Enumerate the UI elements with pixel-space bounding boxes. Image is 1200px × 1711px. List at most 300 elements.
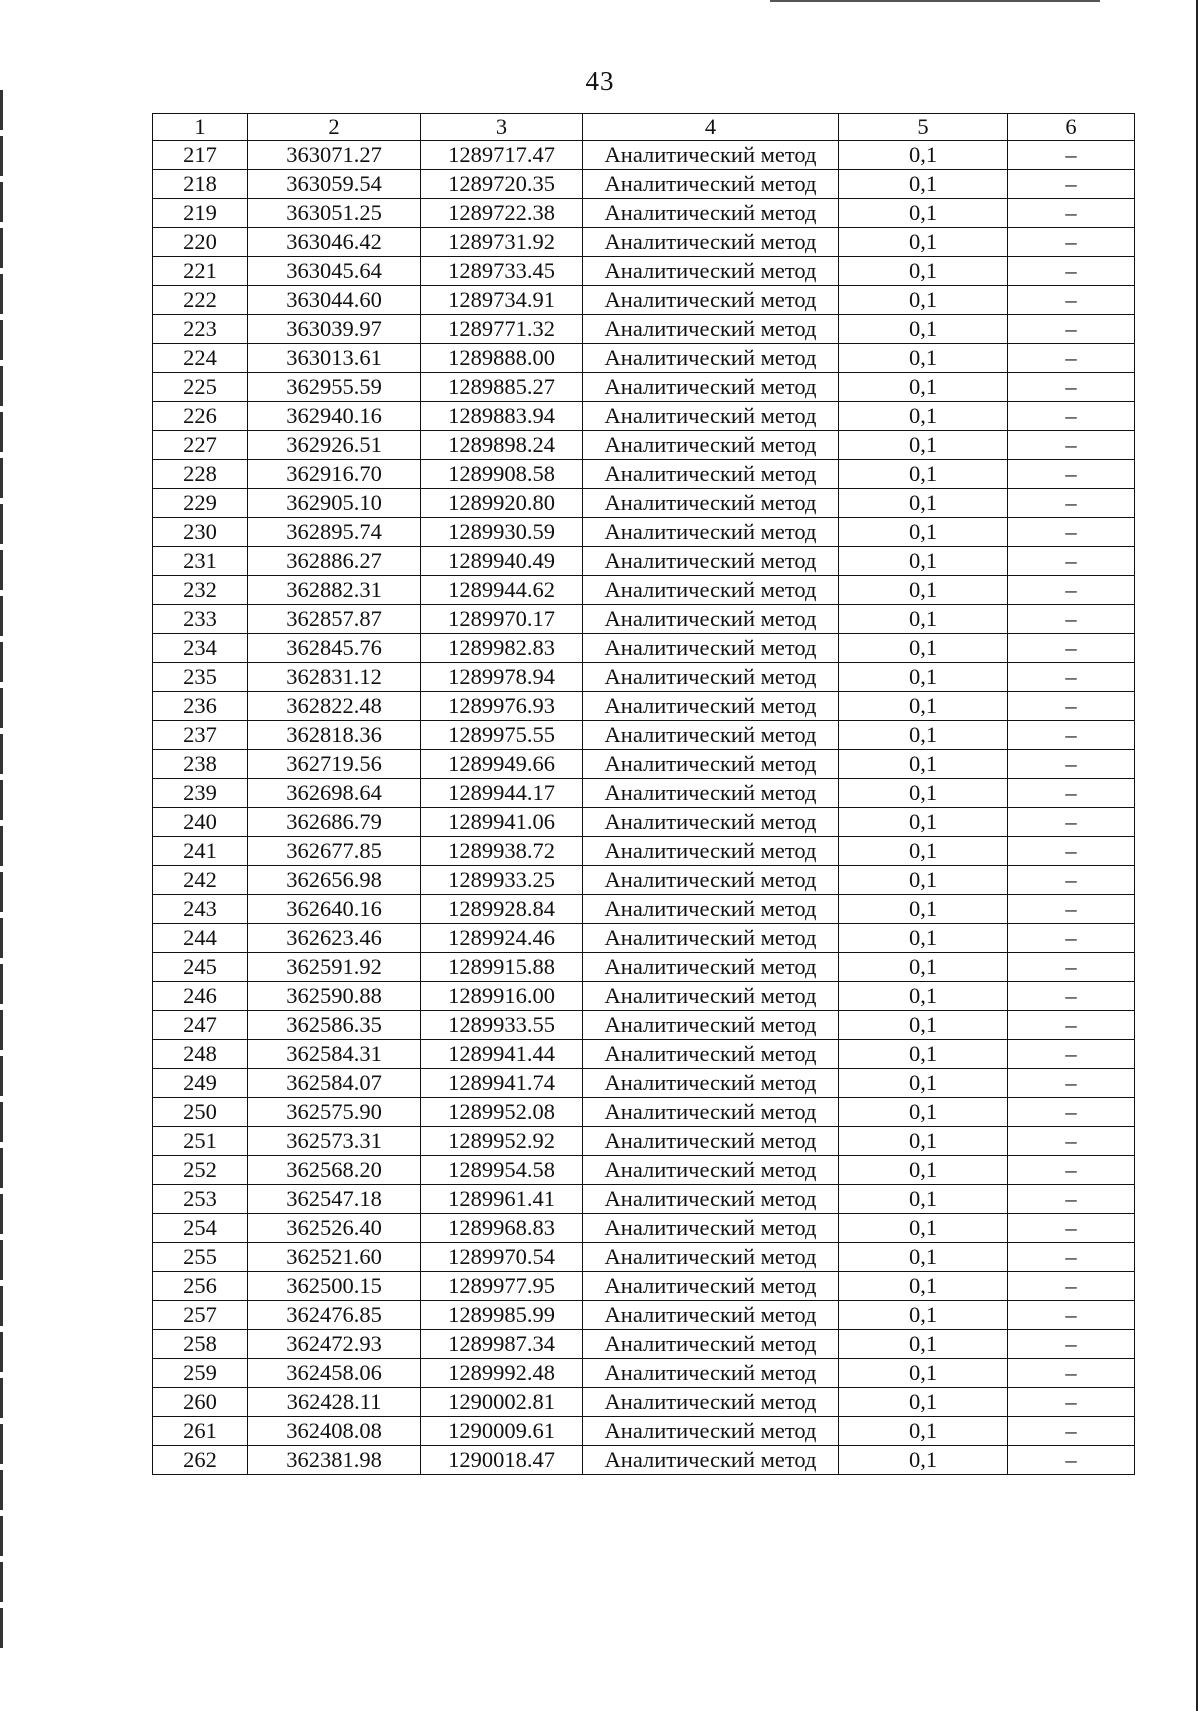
point-number-cell: 258 xyxy=(153,1330,248,1359)
x-coordinate-cell: 362656.98 xyxy=(248,866,421,895)
point-number-cell: 223 xyxy=(153,315,248,344)
y-coordinate-cell: 1289733.45 xyxy=(421,257,583,286)
error-cell: 0,1 xyxy=(839,1388,1008,1417)
table-row xyxy=(153,721,1135,750)
method-cell: Аналитический метод xyxy=(583,1127,839,1156)
method-cell: Аналитический метод xyxy=(583,1098,839,1127)
y-coordinate-cell: 1289908.58 xyxy=(421,460,583,489)
note-cell: – xyxy=(1008,1446,1135,1475)
error-cell: 0,1 xyxy=(839,1214,1008,1243)
method-cell: Аналитический метод xyxy=(583,924,839,953)
point-number-cell: 239 xyxy=(153,779,248,808)
error-cell: 0,1 xyxy=(839,663,1008,692)
x-coordinate-cell: 362568.20 xyxy=(248,1156,421,1185)
y-coordinate-cell: 1289928.84 xyxy=(421,895,583,924)
method-cell: Аналитический метод xyxy=(583,460,839,489)
table-row xyxy=(153,170,1135,199)
y-coordinate-cell: 1289717.47 xyxy=(421,141,583,170)
method-cell: Аналитический метод xyxy=(583,605,839,634)
method-cell: Аналитический метод xyxy=(583,808,839,837)
error-cell: 0,1 xyxy=(839,315,1008,344)
error-cell: 0,1 xyxy=(839,982,1008,1011)
note-cell: – xyxy=(1008,460,1135,489)
note-cell: – xyxy=(1008,1127,1135,1156)
note-cell: – xyxy=(1008,547,1135,576)
method-cell: Аналитический метод xyxy=(583,315,839,344)
method-cell: Аналитический метод xyxy=(583,489,839,518)
table-row xyxy=(153,1272,1135,1301)
note-cell: – xyxy=(1008,1185,1135,1214)
point-number-cell: 248 xyxy=(153,1040,248,1069)
error-cell: 0,1 xyxy=(839,1272,1008,1301)
y-coordinate-cell: 1290009.61 xyxy=(421,1417,583,1446)
y-coordinate-cell: 1289941.74 xyxy=(421,1069,583,1098)
note-cell: – xyxy=(1008,518,1135,547)
note-cell: – xyxy=(1008,286,1135,315)
x-coordinate-cell: 362940.16 xyxy=(248,402,421,431)
x-coordinate-cell: 363013.61 xyxy=(248,344,421,373)
y-coordinate-cell: 1289968.83 xyxy=(421,1214,583,1243)
method-cell: Аналитический метод xyxy=(583,286,839,315)
y-coordinate-cell: 1289985.99 xyxy=(421,1301,583,1330)
x-coordinate-cell: 363039.97 xyxy=(248,315,421,344)
method-cell: Аналитический метод xyxy=(583,866,839,895)
x-coordinate-cell: 362831.12 xyxy=(248,663,421,692)
error-cell: 0,1 xyxy=(839,924,1008,953)
point-number-cell: 227 xyxy=(153,431,248,460)
error-cell: 0,1 xyxy=(839,1098,1008,1127)
note-cell: – xyxy=(1008,750,1135,779)
y-coordinate-cell: 1289883.94 xyxy=(421,402,583,431)
y-coordinate-cell: 1289949.66 xyxy=(421,750,583,779)
method-cell: Аналитический метод xyxy=(583,1214,839,1243)
table-row xyxy=(153,373,1135,402)
table-row xyxy=(153,1388,1135,1417)
error-cell: 0,1 xyxy=(839,1417,1008,1446)
x-coordinate-cell: 362472.93 xyxy=(248,1330,421,1359)
note-cell: – xyxy=(1008,692,1135,721)
x-coordinate-cell: 362584.31 xyxy=(248,1040,421,1069)
x-coordinate-cell: 362586.35 xyxy=(248,1011,421,1040)
method-cell: Аналитический метод xyxy=(583,1417,839,1446)
method-cell: Аналитический метод xyxy=(583,257,839,286)
table-row xyxy=(153,663,1135,692)
point-number-cell: 226 xyxy=(153,402,248,431)
point-number-cell: 230 xyxy=(153,518,248,547)
table-row xyxy=(153,1069,1135,1098)
method-cell: Аналитический метод xyxy=(583,1069,839,1098)
point-number-cell: 231 xyxy=(153,547,248,576)
table-body xyxy=(153,141,1135,1475)
method-cell: Аналитический метод xyxy=(583,837,839,866)
error-cell: 0,1 xyxy=(839,431,1008,460)
method-cell: Аналитический метод xyxy=(583,982,839,1011)
error-cell: 0,1 xyxy=(839,1156,1008,1185)
method-cell: Аналитический метод xyxy=(583,170,839,199)
x-coordinate-cell: 362590.88 xyxy=(248,982,421,1011)
note-cell: – xyxy=(1008,315,1135,344)
point-number-cell: 236 xyxy=(153,692,248,721)
point-number-cell: 232 xyxy=(153,576,248,605)
point-number-cell: 220 xyxy=(153,228,248,257)
note-cell: – xyxy=(1008,1156,1135,1185)
y-coordinate-cell: 1289898.24 xyxy=(421,431,583,460)
method-cell: Аналитический метод xyxy=(583,141,839,170)
table-row xyxy=(153,1301,1135,1330)
point-number-cell: 233 xyxy=(153,605,248,634)
point-number-cell: 242 xyxy=(153,866,248,895)
column-header: 5 xyxy=(839,114,1008,141)
point-number-cell: 256 xyxy=(153,1272,248,1301)
x-coordinate-cell: 362408.08 xyxy=(248,1417,421,1446)
point-number-cell: 222 xyxy=(153,286,248,315)
table-row xyxy=(153,344,1135,373)
y-coordinate-cell: 1289975.55 xyxy=(421,721,583,750)
table-row xyxy=(153,982,1135,1011)
x-coordinate-cell: 362895.74 xyxy=(248,518,421,547)
point-number-cell: 218 xyxy=(153,170,248,199)
note-cell: – xyxy=(1008,779,1135,808)
method-cell: Аналитический метод xyxy=(583,1359,839,1388)
point-number-cell: 254 xyxy=(153,1214,248,1243)
table-row xyxy=(153,808,1135,837)
note-cell: – xyxy=(1008,1214,1135,1243)
y-coordinate-cell: 1289916.00 xyxy=(421,982,583,1011)
note-cell: – xyxy=(1008,170,1135,199)
point-number-cell: 252 xyxy=(153,1156,248,1185)
error-cell: 0,1 xyxy=(839,576,1008,605)
note-cell: – xyxy=(1008,1040,1135,1069)
table-row xyxy=(153,141,1135,170)
error-cell: 0,1 xyxy=(839,228,1008,257)
y-coordinate-cell: 1289970.54 xyxy=(421,1243,583,1272)
point-number-cell: 221 xyxy=(153,257,248,286)
x-coordinate-cell: 362845.76 xyxy=(248,634,421,663)
point-number-cell: 253 xyxy=(153,1185,248,1214)
y-coordinate-cell: 1289734.91 xyxy=(421,286,583,315)
method-cell: Аналитический метод xyxy=(583,1011,839,1040)
table-row xyxy=(153,1359,1135,1388)
error-cell: 0,1 xyxy=(839,1127,1008,1156)
y-coordinate-cell: 1289938.72 xyxy=(421,837,583,866)
point-number-cell: 217 xyxy=(153,141,248,170)
y-coordinate-cell: 1289771.32 xyxy=(421,315,583,344)
error-cell: 0,1 xyxy=(839,286,1008,315)
y-coordinate-cell: 1289961.41 xyxy=(421,1185,583,1214)
method-cell: Аналитический метод xyxy=(583,576,839,605)
error-cell: 0,1 xyxy=(839,1040,1008,1069)
x-coordinate-cell: 362640.16 xyxy=(248,895,421,924)
table-row xyxy=(153,1185,1135,1214)
x-coordinate-cell: 362926.51 xyxy=(248,431,421,460)
table-row xyxy=(153,692,1135,721)
point-number-cell: 229 xyxy=(153,489,248,518)
y-coordinate-cell: 1289944.62 xyxy=(421,576,583,605)
table-row xyxy=(153,1417,1135,1446)
error-cell: 0,1 xyxy=(839,837,1008,866)
table-row xyxy=(153,1098,1135,1127)
column-header: 3 xyxy=(421,114,583,141)
error-cell: 0,1 xyxy=(839,1359,1008,1388)
x-coordinate-cell: 362584.07 xyxy=(248,1069,421,1098)
x-coordinate-cell: 362573.31 xyxy=(248,1127,421,1156)
y-coordinate-cell: 1289920.80 xyxy=(421,489,583,518)
note-cell: – xyxy=(1008,1330,1135,1359)
method-cell: Аналитический метод xyxy=(583,373,839,402)
x-coordinate-cell: 363046.42 xyxy=(248,228,421,257)
error-cell: 0,1 xyxy=(839,1069,1008,1098)
error-cell: 0,1 xyxy=(839,402,1008,431)
method-cell: Аналитический метод xyxy=(583,895,839,924)
y-coordinate-cell: 1289944.17 xyxy=(421,779,583,808)
point-number-cell: 238 xyxy=(153,750,248,779)
point-number-cell: 255 xyxy=(153,1243,248,1272)
point-number-cell: 260 xyxy=(153,1388,248,1417)
x-coordinate-cell: 362575.90 xyxy=(248,1098,421,1127)
method-cell: Аналитический метод xyxy=(583,1185,839,1214)
y-coordinate-cell: 1289885.27 xyxy=(421,373,583,402)
table-row xyxy=(153,228,1135,257)
method-cell: Аналитический метод xyxy=(583,634,839,663)
note-cell: – xyxy=(1008,1388,1135,1417)
note-cell: – xyxy=(1008,895,1135,924)
point-number-cell: 219 xyxy=(153,199,248,228)
point-number-cell: 244 xyxy=(153,924,248,953)
x-coordinate-cell: 362822.48 xyxy=(248,692,421,721)
error-cell: 0,1 xyxy=(839,808,1008,837)
method-cell: Аналитический метод xyxy=(583,692,839,721)
point-number-cell: 250 xyxy=(153,1098,248,1127)
table-header-row xyxy=(153,114,1135,141)
note-cell: – xyxy=(1008,489,1135,518)
x-coordinate-cell: 362882.31 xyxy=(248,576,421,605)
note-cell: – xyxy=(1008,634,1135,663)
point-number-cell: 262 xyxy=(153,1446,248,1475)
point-number-cell: 235 xyxy=(153,663,248,692)
y-coordinate-cell: 1289888.00 xyxy=(421,344,583,373)
column-header: 6 xyxy=(1008,114,1135,141)
point-number-cell: 224 xyxy=(153,344,248,373)
page-number: 43 xyxy=(585,66,615,96)
table-row xyxy=(153,402,1135,431)
column-header: 2 xyxy=(248,114,421,141)
method-cell: Аналитический метод xyxy=(583,663,839,692)
table-row xyxy=(153,518,1135,547)
note-cell: – xyxy=(1008,257,1135,286)
table-row xyxy=(153,257,1135,286)
coordinates-table xyxy=(152,113,1135,1475)
error-cell: 0,1 xyxy=(839,344,1008,373)
method-cell: Аналитический метод xyxy=(583,1040,839,1069)
point-number-cell: 251 xyxy=(153,1127,248,1156)
error-cell: 0,1 xyxy=(839,750,1008,779)
table-row xyxy=(153,634,1135,663)
table-row xyxy=(153,953,1135,982)
y-coordinate-cell: 1289933.55 xyxy=(421,1011,583,1040)
note-cell: – xyxy=(1008,1359,1135,1388)
x-coordinate-cell: 362428.11 xyxy=(248,1388,421,1417)
x-coordinate-cell: 362698.64 xyxy=(248,779,421,808)
method-cell: Аналитический метод xyxy=(583,1156,839,1185)
point-number-cell: 241 xyxy=(153,837,248,866)
error-cell: 0,1 xyxy=(839,141,1008,170)
note-cell: – xyxy=(1008,199,1135,228)
method-cell: Аналитический метод xyxy=(583,199,839,228)
point-number-cell: 245 xyxy=(153,953,248,982)
x-coordinate-cell: 362591.92 xyxy=(248,953,421,982)
table-row xyxy=(153,576,1135,605)
x-coordinate-cell: 362886.27 xyxy=(248,547,421,576)
point-number-cell: 249 xyxy=(153,1069,248,1098)
note-cell: – xyxy=(1008,228,1135,257)
table-row xyxy=(153,895,1135,924)
scan-top-edge xyxy=(770,0,1100,2)
y-coordinate-cell: 1289915.88 xyxy=(421,953,583,982)
error-cell: 0,1 xyxy=(839,634,1008,663)
scan-left-edge xyxy=(0,90,3,1650)
x-coordinate-cell: 363059.54 xyxy=(248,170,421,199)
table-row xyxy=(153,199,1135,228)
error-cell: 0,1 xyxy=(839,489,1008,518)
x-coordinate-cell: 363044.60 xyxy=(248,286,421,315)
note-cell: – xyxy=(1008,982,1135,1011)
error-cell: 0,1 xyxy=(839,1243,1008,1272)
y-coordinate-cell: 1289930.59 xyxy=(421,518,583,547)
error-cell: 0,1 xyxy=(839,605,1008,634)
method-cell: Аналитический метод xyxy=(583,1446,839,1475)
method-cell: Аналитический метод xyxy=(583,547,839,576)
table-row xyxy=(153,489,1135,518)
x-coordinate-cell: 362458.06 xyxy=(248,1359,421,1388)
y-coordinate-cell: 1289987.34 xyxy=(421,1330,583,1359)
note-cell: – xyxy=(1008,663,1135,692)
point-number-cell: 261 xyxy=(153,1417,248,1446)
method-cell: Аналитический метод xyxy=(583,344,839,373)
point-number-cell: 240 xyxy=(153,808,248,837)
method-cell: Аналитический метод xyxy=(583,518,839,547)
point-number-cell: 228 xyxy=(153,460,248,489)
table-row xyxy=(153,460,1135,489)
error-cell: 0,1 xyxy=(839,170,1008,199)
table-row xyxy=(153,1330,1135,1359)
x-coordinate-cell: 362381.98 xyxy=(248,1446,421,1475)
point-number-cell: 259 xyxy=(153,1359,248,1388)
table-row xyxy=(153,1040,1135,1069)
point-number-cell: 243 xyxy=(153,895,248,924)
table-row xyxy=(153,1127,1135,1156)
method-cell: Аналитический метод xyxy=(583,402,839,431)
method-cell: Аналитический метод xyxy=(583,750,839,779)
table-row xyxy=(153,1011,1135,1040)
note-cell: – xyxy=(1008,576,1135,605)
y-coordinate-cell: 1289952.08 xyxy=(421,1098,583,1127)
note-cell: – xyxy=(1008,924,1135,953)
x-coordinate-cell: 362521.60 xyxy=(248,1243,421,1272)
error-cell: 0,1 xyxy=(839,779,1008,808)
error-cell: 0,1 xyxy=(839,866,1008,895)
table-row xyxy=(153,924,1135,953)
x-coordinate-cell: 362547.18 xyxy=(248,1185,421,1214)
table-row xyxy=(153,779,1135,808)
x-coordinate-cell: 362916.70 xyxy=(248,460,421,489)
note-cell: – xyxy=(1008,402,1135,431)
table-row xyxy=(153,286,1135,315)
x-coordinate-cell: 362857.87 xyxy=(248,605,421,634)
y-coordinate-cell: 1289924.46 xyxy=(421,924,583,953)
y-coordinate-cell: 1289977.95 xyxy=(421,1272,583,1301)
table-row xyxy=(153,605,1135,634)
point-number-cell: 234 xyxy=(153,634,248,663)
y-coordinate-cell: 1289731.92 xyxy=(421,228,583,257)
y-coordinate-cell: 1290002.81 xyxy=(421,1388,583,1417)
error-cell: 0,1 xyxy=(839,1446,1008,1475)
table-row xyxy=(153,1243,1135,1272)
x-coordinate-cell: 363045.64 xyxy=(248,257,421,286)
table-row xyxy=(153,837,1135,866)
method-cell: Аналитический метод xyxy=(583,1243,839,1272)
table-row xyxy=(153,1214,1135,1243)
note-cell: – xyxy=(1008,605,1135,634)
point-number-cell: 237 xyxy=(153,721,248,750)
error-cell: 0,1 xyxy=(839,1185,1008,1214)
error-cell: 0,1 xyxy=(839,1330,1008,1359)
error-cell: 0,1 xyxy=(839,953,1008,982)
y-coordinate-cell: 1289720.35 xyxy=(421,170,583,199)
table-row xyxy=(153,750,1135,779)
y-coordinate-cell: 1289722.38 xyxy=(421,199,583,228)
y-coordinate-cell: 1289978.94 xyxy=(421,663,583,692)
error-cell: 0,1 xyxy=(839,692,1008,721)
y-coordinate-cell: 1289952.92 xyxy=(421,1127,583,1156)
note-cell: – xyxy=(1008,1098,1135,1127)
note-cell: – xyxy=(1008,1417,1135,1446)
method-cell: Аналитический метод xyxy=(583,721,839,750)
x-coordinate-cell: 362623.46 xyxy=(248,924,421,953)
error-cell: 0,1 xyxy=(839,721,1008,750)
column-header: 4 xyxy=(583,114,839,141)
table-row xyxy=(153,1156,1135,1185)
note-cell: – xyxy=(1008,141,1135,170)
x-coordinate-cell: 362476.85 xyxy=(248,1301,421,1330)
note-cell: – xyxy=(1008,953,1135,982)
error-cell: 0,1 xyxy=(839,257,1008,286)
x-coordinate-cell: 362719.56 xyxy=(248,750,421,779)
error-cell: 0,1 xyxy=(839,895,1008,924)
y-coordinate-cell: 1289992.48 xyxy=(421,1359,583,1388)
table-row xyxy=(153,315,1135,344)
error-cell: 0,1 xyxy=(839,547,1008,576)
x-coordinate-cell: 362677.85 xyxy=(248,837,421,866)
x-coordinate-cell: 363051.25 xyxy=(248,199,421,228)
table-row xyxy=(153,1446,1135,1475)
note-cell: – xyxy=(1008,721,1135,750)
note-cell: – xyxy=(1008,866,1135,895)
error-cell: 0,1 xyxy=(839,373,1008,402)
x-coordinate-cell: 362500.15 xyxy=(248,1272,421,1301)
method-cell: Аналитический метод xyxy=(583,1388,839,1417)
method-cell: Аналитический метод xyxy=(583,1330,839,1359)
x-coordinate-cell: 362955.59 xyxy=(248,373,421,402)
error-cell: 0,1 xyxy=(839,518,1008,547)
point-number-cell: 225 xyxy=(153,373,248,402)
note-cell: – xyxy=(1008,837,1135,866)
y-coordinate-cell: 1289940.49 xyxy=(421,547,583,576)
y-coordinate-cell: 1290018.47 xyxy=(421,1446,583,1475)
y-coordinate-cell: 1289976.93 xyxy=(421,692,583,721)
x-coordinate-cell: 363071.27 xyxy=(248,141,421,170)
note-cell: – xyxy=(1008,1243,1135,1272)
note-cell: – xyxy=(1008,1301,1135,1330)
